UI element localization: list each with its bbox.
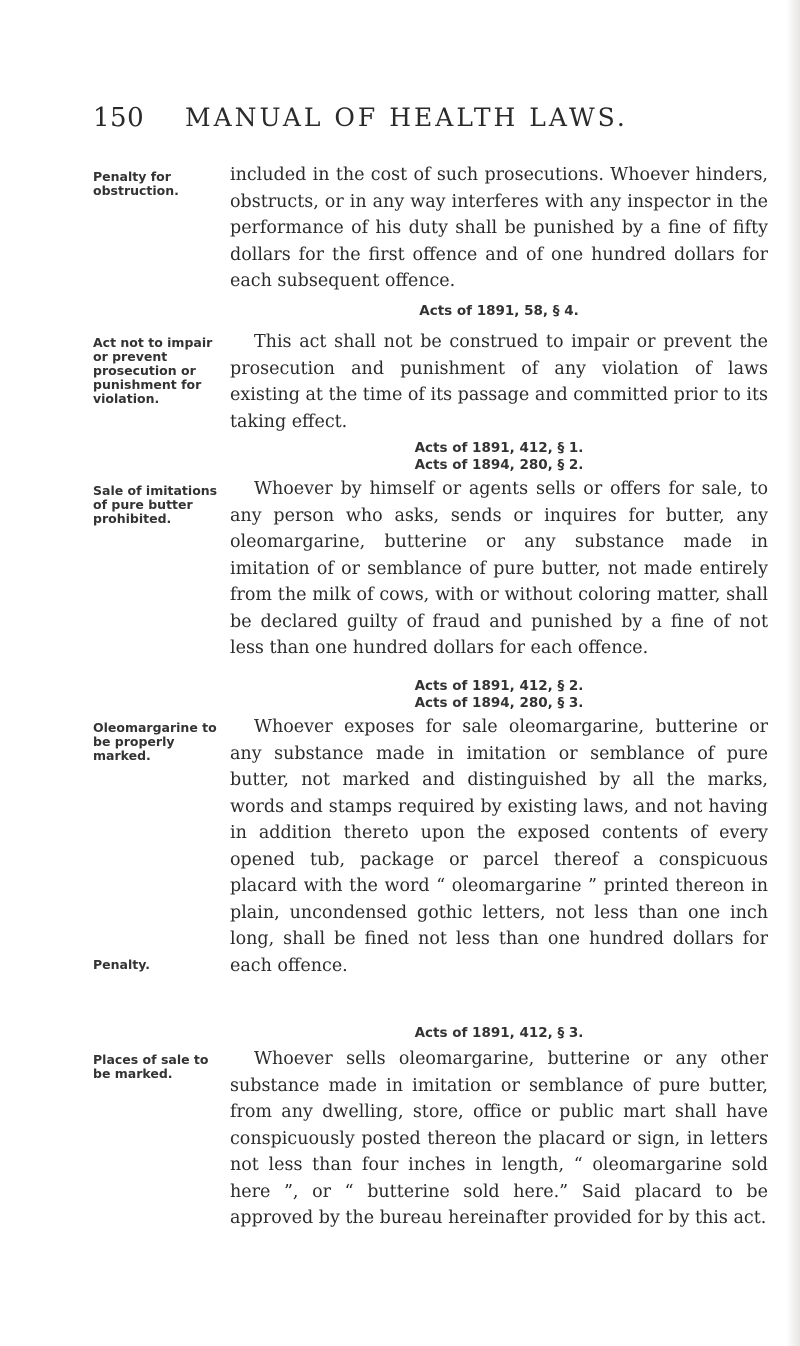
paragraph-act-not-impair: This act shall not be construed to impair or prevent the prosecution and punishment of any violation of laws existing at the time of its passage and committed prior to its taking effect. — [230, 332, 768, 432]
margin-note-places-of-sale: Places of sale to be marked. — [93, 1052, 209, 1081]
citation: Acts of 1894, 280, § 2. — [414, 457, 584, 473]
page-number: 150 — [93, 103, 145, 133]
citation: Acts of 1891, 412, § 2. — [414, 678, 584, 694]
margin-note-oleomargarine-marked: Oleomargarine to be properly marked. — [93, 720, 217, 763]
paragraph-obstruction: included in the cost of such prosecutions. Whoever hinders, obstructs, or in any way interferes with any inspector in the performance of his duty shall be punished by a fine of fifty dollars for the first offence and of one hundred dollars for each subsequent offence. — [230, 165, 768, 291]
paragraph-oleomargarine-marked: Whoever exposes for sale oleomargarine, butterine or any substance made in imitation or semblance of pure butter, not marked and distinguished by all the marks, words and stamps required by existing laws, and not having in addition thereto upon the exposed contents of every opened tub, package or parcel thereof a conspicuous placard with the word “ oleomargarine ” printed thereon in plain, uncondensed gothic letters, not less than one inch long, shall be fined not less than one hundred dollars for each offence. — [230, 717, 768, 976]
page-header — [0, 103, 800, 137]
margin-note-penalty: Penalty. — [93, 957, 150, 972]
margin-note-act-not-impair: Act not to impair or prevent prosecution or punishment for violation. — [93, 335, 213, 406]
citation: Acts of 1894, 280, § 3. — [414, 695, 584, 711]
running-title: MANUAL OF HEALTH LAWS. — [185, 103, 628, 132]
citation: Acts of 1891, 58, § 4. — [419, 303, 579, 319]
citation: Acts of 1891, 412, § 1. — [414, 440, 584, 456]
margin-note-penalty-obstruction: Penalty for obstruction. — [93, 169, 179, 198]
citation: Acts of 1891, 412, § 3. — [414, 1025, 584, 1041]
margin-note-sale-imitations: Sale of imitations of pure butter prohibited. — [93, 483, 218, 526]
page-edge-shadow — [786, 0, 800, 1346]
paragraph-places-of-sale: Whoever sells oleomargarine, butterine or any other substance made in imitation or semblance of pure butter, from any dwelling, store, office or public mart shall have conspicuously posted thereon the placard or sign, in letters not less than four inches in length, “ oleomargarine sold here ”, or “ butterine sold here.” Said placard to be approved by the bureau hereinafter provided for by this act. — [230, 1049, 768, 1228]
paragraph-sale-imitations: Whoever by himself or agents sells or offers for sale, to any person who asks, sends or inquires for butter, any oleomargarine, butterine or any substance made in imitation of or semblance of pure butter, not made entirely from the milk of cows, with or without coloring matter, shall be declared guilty of fraud and punished by a fine of not less than one hundred dollars for each offence. — [230, 479, 768, 658]
